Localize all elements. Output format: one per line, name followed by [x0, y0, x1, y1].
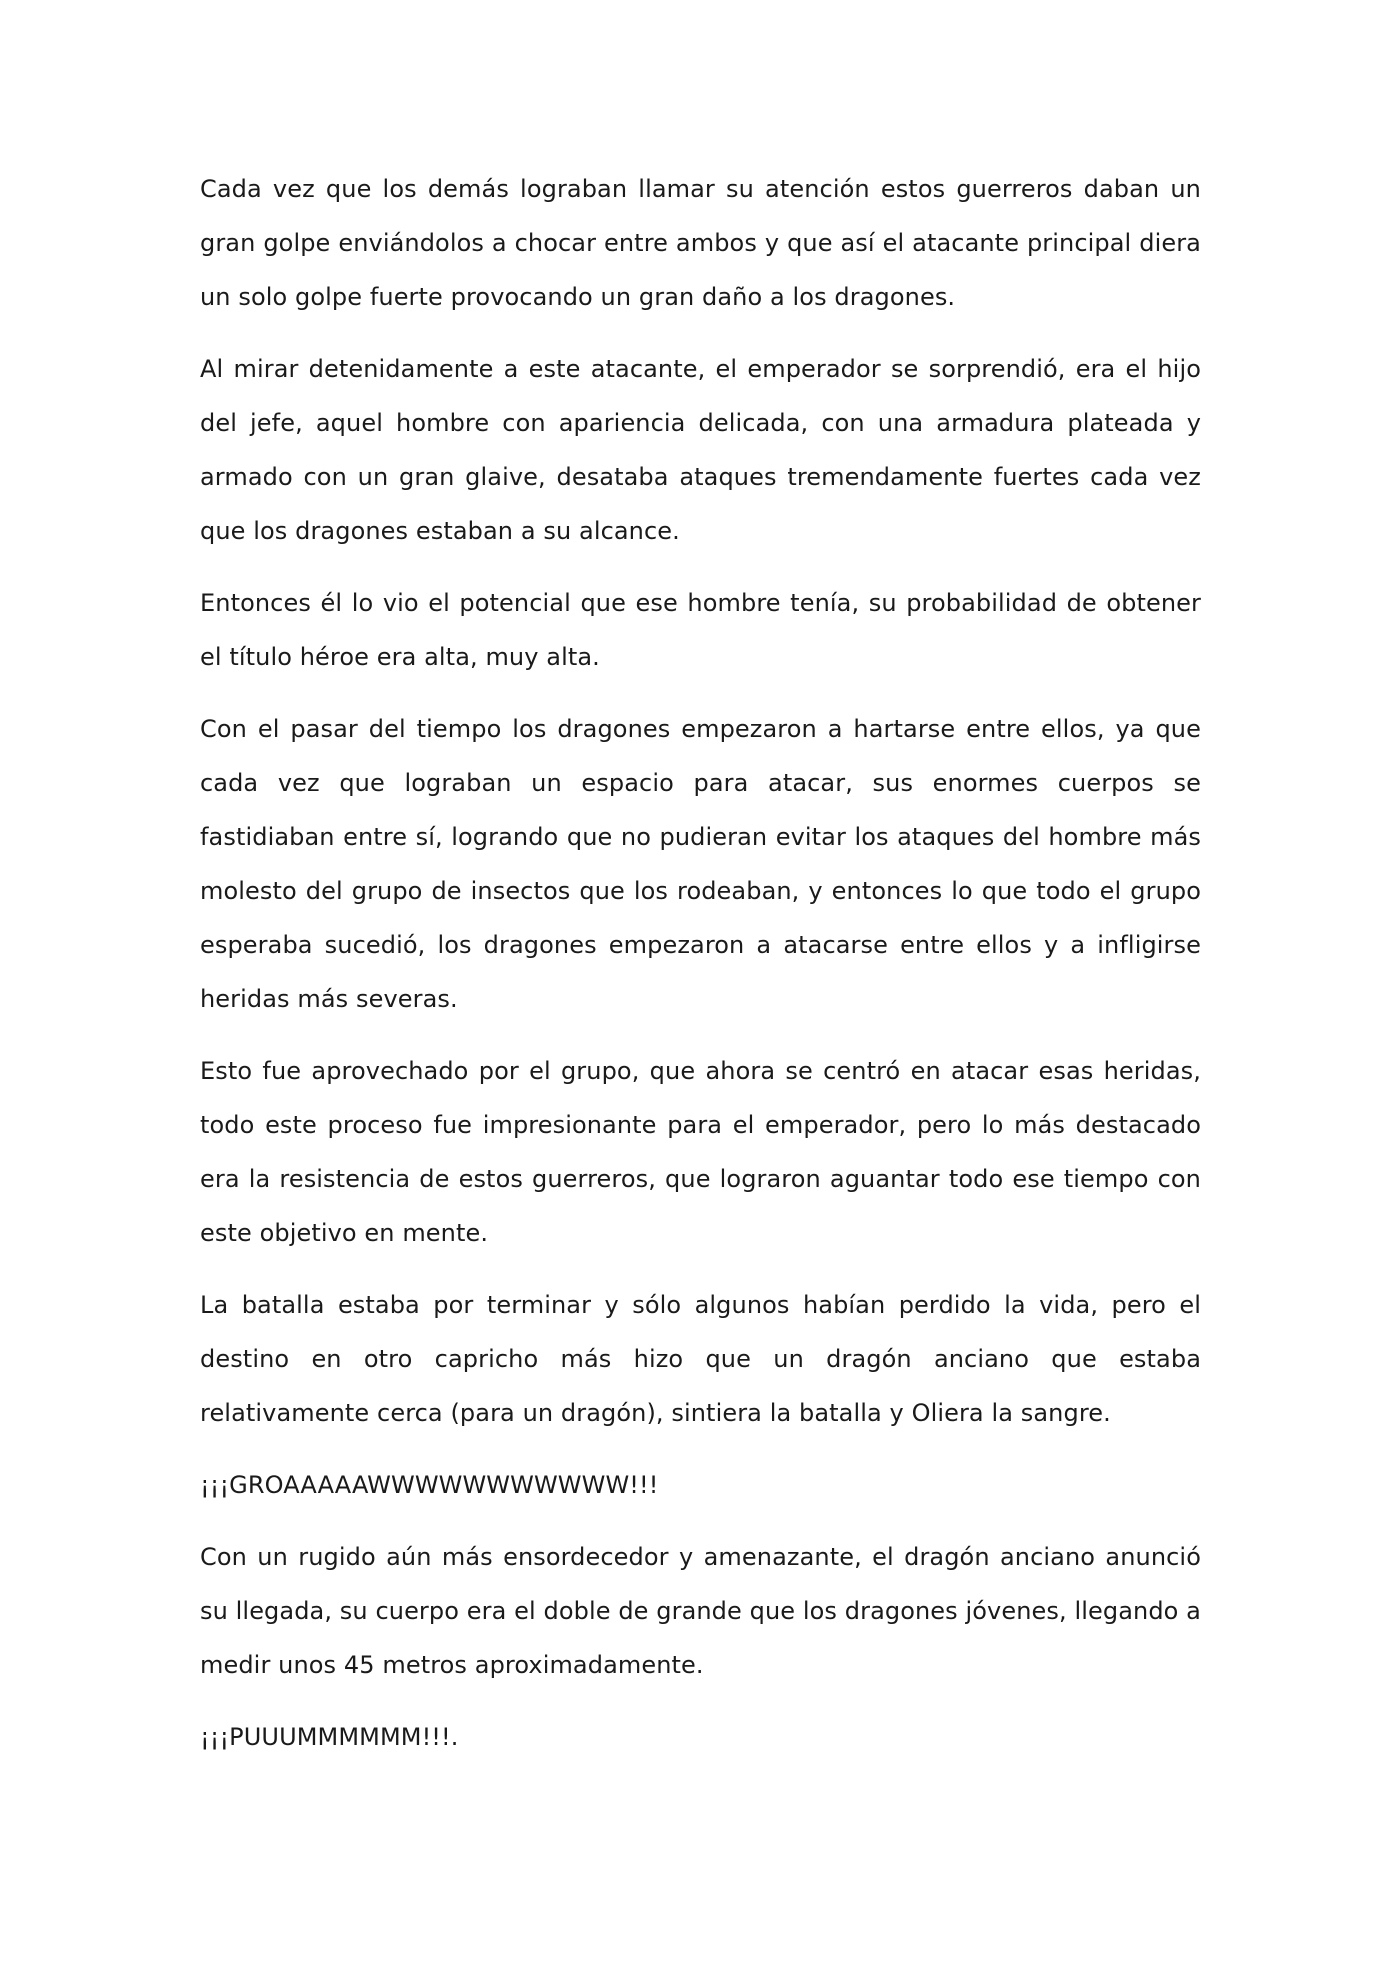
paragraph: Al mirar detenidamente a este atacante, el emperador se sorprendió, era el hijo del jefe, aquel hombre con apariencia delicada, con una armadura plateada y armado con un gran glaive, desataba ataques tremendamente fuertes cada vez que los dragones estaban a su alcance. [200, 355, 1201, 545]
paragraph: Esto fue aprovechado por el grupo, que ahora se centró en atacar esas heridas, todo este proceso fue impresionante para el emperador, pero lo más destacado era la resistencia de estos guerreros, que lograron aguantar todo ese tiempo con este objetivo en mente. [200, 1057, 1201, 1247]
paragraph: Con el pasar del tiempo los dragones empezaron a hartarse entre ellos, ya que cada vez que lograban un espacio para atacar, sus enormes cuerpos se fastidiaban entre sí, logrando que no pudieran evitar los ataques del hombre más molesto del grupo de insectos que los rodeaban, y entonces lo que todo el grupo esperaba sucedió, los dragones empezaron a atacarse entre ellos y a infligirse heridas más severas. [200, 715, 1201, 1013]
document-body [200, 162, 1201, 1782]
paragraph: Entonces él lo vio el potencial que ese hombre tenía, su probabilidad de obtener el título héroe era alta, muy alta. [200, 589, 1201, 671]
paragraph: La batalla estaba por terminar y sólo algunos habían perdido la vida, pero el destino en otro capricho más hizo que un dragón anciano que estaba relativamente cerca (para un dragón), sintiera la batalla y Oliera la sangre. [200, 1291, 1201, 1427]
roar-onomatopoeia: ¡¡¡GROAAAAAWWWWWWWWWWW!!! [200, 1471, 659, 1499]
impact-onomatopoeia: ¡¡¡PUUUMMMMMM!!!. [200, 1723, 459, 1751]
paragraph: Cada vez que los demás lograban llamar su atención estos guerreros daban un gran golpe enviándolos a chocar entre ambos y que así el atacante principal diera un solo golpe fuerte provocando un gran daño a los dragones. [200, 175, 1201, 311]
paragraph: Con un rugido aún más ensordecedor y amenazante, el dragón anciano anunció su llegada, su cuerpo era el doble de grande que los dragones jóvenes, llegando a medir unos 45 metros aproximadamente. [200, 1543, 1201, 1679]
